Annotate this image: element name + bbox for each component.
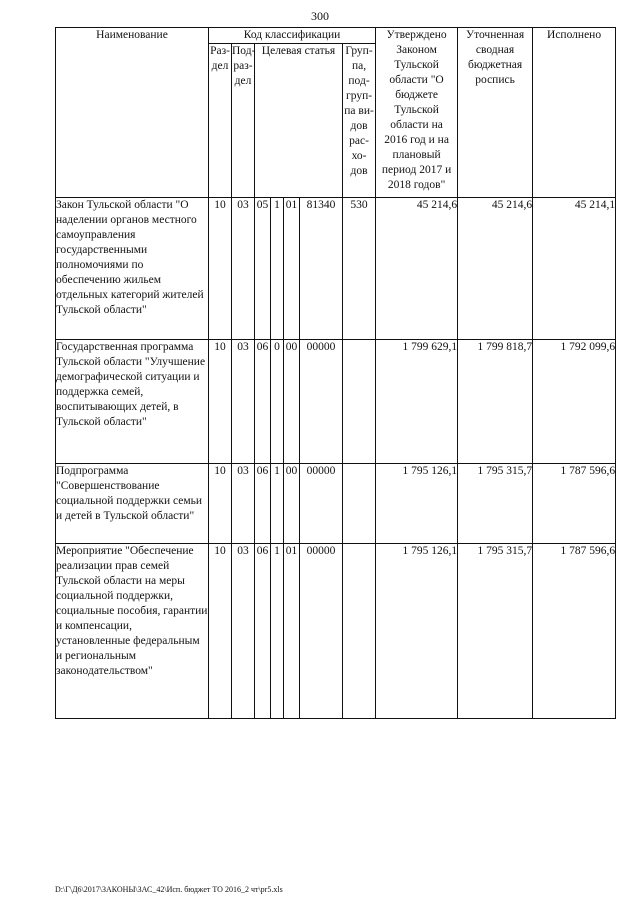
row-refined: 1 795 315,7 <box>458 544 533 719</box>
row-target-4: 00000 <box>300 544 343 719</box>
header-target: Целевая статья <box>255 44 343 198</box>
table-row <box>56 464 616 544</box>
row-target-1: 06 <box>255 340 271 464</box>
header-row-top <box>56 28 616 44</box>
row-target-1: 06 <box>255 464 271 544</box>
row-target-2: 1 <box>271 544 284 719</box>
header-refined: Уточненная сводная бюджетная роспись <box>458 28 533 198</box>
row-podrazdel: 03 <box>232 544 255 719</box>
row-target-1: 06 <box>255 544 271 719</box>
row-executed: 45 214,1 <box>533 198 616 340</box>
row-razdel: 10 <box>209 464 232 544</box>
row-razdel: 10 <box>209 544 232 719</box>
row-group: 530 <box>343 198 376 340</box>
row-group <box>343 464 376 544</box>
row-name: Закон Тульской области "О наделении органов местного самоуправления государственными полномочиями по обеспечению жильем отдельных категорий жителей Тульской области" <box>56 198 209 340</box>
row-target-3: 01 <box>284 198 300 340</box>
table-row <box>56 544 616 719</box>
row-executed: 1 787 596,6 <box>533 544 616 719</box>
row-target-3: 00 <box>284 464 300 544</box>
row-target-4: 81340 <box>300 198 343 340</box>
row-target-4: 00000 <box>300 464 343 544</box>
row-podrazdel: 03 <box>232 340 255 464</box>
file-path-footer: D:\Г\Д6\2017\ЗАКОНЫ\ЗАС_42\Исп. бюджет ТО 2016_2 чт\pr5.xls <box>55 885 283 894</box>
row-podrazdel: 03 <box>232 198 255 340</box>
row-name: Мероприятие "Обеспечение реализации прав семей Тульской области на меры социальной поддержки, социальные пособия, гарантии и компенсации, установленные федеральным и региональным законодательством" <box>56 544 209 719</box>
page-number: 300 <box>311 9 329 23</box>
row-target-2: 1 <box>271 198 284 340</box>
row-refined: 1 795 315,7 <box>458 464 533 544</box>
row-group <box>343 544 376 719</box>
row-refined: 1 799 818,7 <box>458 340 533 464</box>
row-razdel: 10 <box>209 198 232 340</box>
row-approved: 1 795 126,1 <box>376 464 458 544</box>
row-approved: 45 214,6 <box>376 198 458 340</box>
row-target-1: 05 <box>255 198 271 340</box>
row-refined: 45 214,6 <box>458 198 533 340</box>
header-group: Груп- па, под- груп- па ви- дов рас- хо- дов <box>343 44 376 198</box>
header-podrazdel: Под- раз- дел <box>232 44 255 198</box>
table-row <box>56 198 616 340</box>
header-code-group: Код классификации <box>209 28 376 44</box>
row-podrazdel: 03 <box>232 464 255 544</box>
row-target-2: 0 <box>271 340 284 464</box>
row-approved: 1 799 629,1 <box>376 340 458 464</box>
row-target-3: 00 <box>284 340 300 464</box>
row-target-2: 1 <box>271 464 284 544</box>
budget-table <box>55 27 616 719</box>
row-razdel: 10 <box>209 340 232 464</box>
row-group <box>343 340 376 464</box>
row-target-3: 01 <box>284 544 300 719</box>
header-name: Наименование <box>56 28 209 198</box>
header-executed: Исполнено <box>533 28 616 198</box>
row-executed: 1 792 099,6 <box>533 340 616 464</box>
table-row <box>56 340 616 464</box>
header-razdel: Раз- дел <box>209 44 232 198</box>
row-executed: 1 787 596,6 <box>533 464 616 544</box>
row-approved: 1 795 126,1 <box>376 544 458 719</box>
row-target-4: 00000 <box>300 340 343 464</box>
row-name: Государственная программа Тульской области "Улучшение демографической ситуации и поддержка семей, воспитывающих детей, в Тульской области" <box>56 340 209 464</box>
row-name: Подпрограмма "Совершенствование социальной поддержки семьи и детей в Тульской области" <box>56 464 209 544</box>
header-approved: Утверждено Законом Тульской области "О бюджете Тульской области на 2016 год и на плановый период 2017 и 2018 годов" <box>376 28 458 198</box>
